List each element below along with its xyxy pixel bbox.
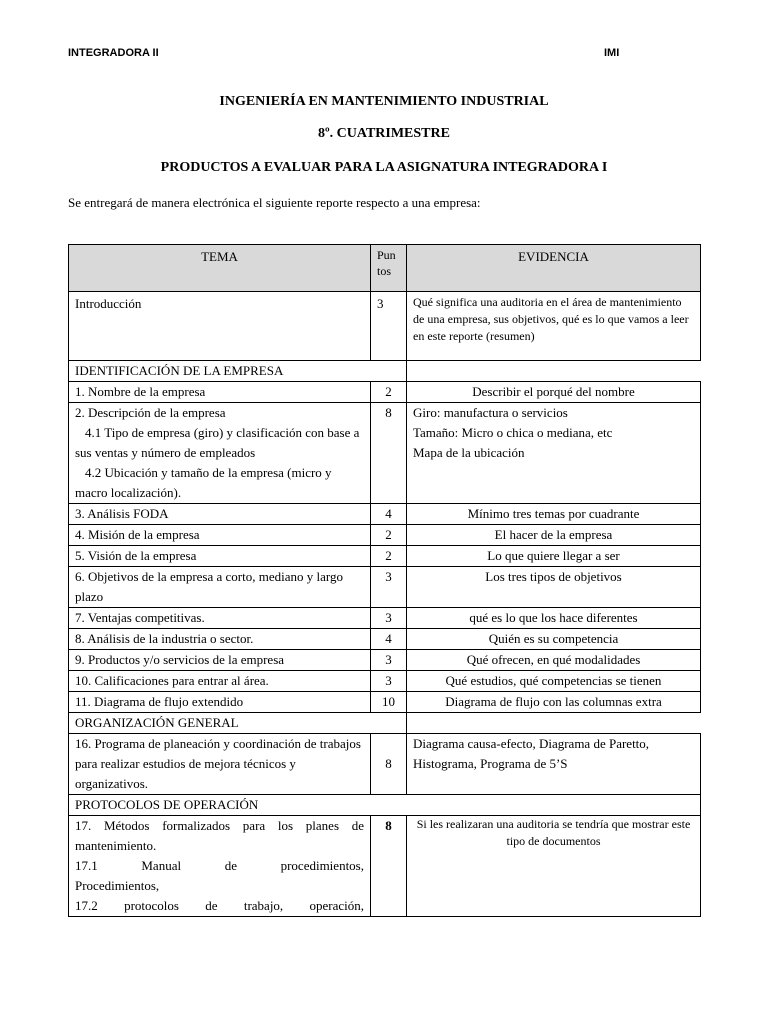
evaluation-table bbox=[68, 244, 701, 917]
section-title: IDENTIFICACIÓN DE LA EMPRESA bbox=[69, 361, 407, 382]
cell-evidencia: Qué ofrecen, en qué modalidades bbox=[407, 650, 701, 671]
cell-puntos: 10 bbox=[371, 692, 407, 713]
cell-puntos: 3 bbox=[371, 650, 407, 671]
cell-puntos: 2 bbox=[371, 382, 407, 403]
section-row bbox=[69, 795, 701, 816]
cell-tema bbox=[69, 403, 371, 504]
header-right: IMI bbox=[604, 47, 620, 59]
table-row bbox=[69, 734, 701, 795]
cell-tema: 4. Misión de la empresa bbox=[69, 525, 371, 546]
cell-puntos: 4 bbox=[371, 504, 407, 525]
table-row bbox=[69, 671, 701, 692]
header-left: INTEGRADORA II bbox=[68, 47, 159, 59]
tema-line: 4.1 Tipo de empresa (giro) y clasificación con base a sus ventas y número de empleados bbox=[75, 425, 360, 460]
cell-tema: 8. Análisis de la industria o sector. bbox=[69, 629, 371, 650]
cell-evidencia: Mínimo tres temas por cuadrante bbox=[407, 504, 701, 525]
table-row bbox=[69, 816, 701, 917]
cell-evidencia: Los tres tipos de objetivos bbox=[407, 567, 701, 608]
header-puntos: Pun tos bbox=[371, 245, 407, 292]
section-empty-cell bbox=[407, 361, 701, 382]
cell-puntos: 3 bbox=[371, 608, 407, 629]
cell-puntos: 2 bbox=[371, 525, 407, 546]
header-evidencia: EVIDENCIA bbox=[407, 245, 701, 292]
tema-line: 17.1 Manual de procedimientos, bbox=[75, 858, 364, 873]
cell-tema: Introducción bbox=[69, 292, 371, 361]
puntos-value: 8 bbox=[385, 756, 392, 771]
table-row bbox=[69, 546, 701, 567]
evidencia-line: Tamaño: Micro o chica o mediana, etc bbox=[413, 425, 613, 440]
header-tema: TEMA bbox=[69, 245, 371, 292]
cell-evidencia: Qué significa una auditoria en el área de mantenimiento de una empresa, sus objetivos, qué es lo que vamos a leer en este reporte (resumen) bbox=[407, 292, 701, 361]
title-line-1: INGENIERÍA EN MANTENIMIENTO INDUSTRIAL bbox=[219, 94, 549, 109]
cell-tema: 10. Calificaciones para entrar al área. bbox=[69, 671, 371, 692]
cell-puntos: 4 bbox=[371, 629, 407, 650]
cell-puntos: 3 bbox=[371, 292, 407, 361]
cell-tema: 5. Visión de la empresa bbox=[69, 546, 371, 567]
cell-evidencia: Diagrama causa-efecto, Diagrama de Paretto, Histograma, Programa de 5’S bbox=[407, 734, 701, 795]
table-row bbox=[69, 629, 701, 650]
tema-line: 17. Métodos formalizados para los planes de mantenimiento. bbox=[75, 818, 364, 853]
cell-evidencia: Quién es su competencia bbox=[407, 629, 701, 650]
cell-puntos: 3 bbox=[371, 671, 407, 692]
cell-tema: 11. Diagrama de flujo extendido bbox=[69, 692, 371, 713]
cell-evidencia: Si les realizaran una auditoria se tendría que mostrar este tipo de documentos bbox=[407, 816, 701, 917]
cell-puntos: 2 bbox=[371, 546, 407, 567]
table-row bbox=[69, 608, 701, 629]
table-row bbox=[69, 403, 701, 504]
section-title: PROTOCOLOS DE OPERACIÓN bbox=[69, 795, 701, 816]
cell-tema: 1. Nombre de la empresa bbox=[69, 382, 371, 403]
table-row bbox=[69, 692, 701, 713]
table-row bbox=[69, 292, 701, 361]
cell-evidencia: Qué estudios, qué competencias se tienen bbox=[407, 671, 701, 692]
cell-tema: 7. Ventajas competitivas. bbox=[69, 608, 371, 629]
intro-text: Se entregará de manera electrónica el siguiente reporte respecto a una empresa: bbox=[68, 195, 481, 210]
cell-tema: 6. Objetivos de la empresa a corto, mediano y largo plazo bbox=[69, 567, 371, 608]
tema-line: 17.2 protocolos de trabajo, operación, bbox=[75, 898, 364, 913]
cell-puntos bbox=[371, 734, 407, 795]
table-row bbox=[69, 504, 701, 525]
cell-evidencia: Diagrama de flujo con las columnas extra bbox=[407, 692, 701, 713]
cell-tema: 9. Productos y/o servicios de la empresa bbox=[69, 650, 371, 671]
tema-line: 2. Descripción de la empresa bbox=[75, 405, 226, 420]
cell-evidencia: Lo que quiere llegar a ser bbox=[407, 546, 701, 567]
table-row bbox=[69, 525, 701, 546]
tema-line: 4.2 Ubicación y tamaño de la empresa (micro y macro localización). bbox=[75, 465, 332, 500]
section-row bbox=[69, 361, 701, 382]
cell-puntos: 3 bbox=[371, 567, 407, 608]
table-row bbox=[69, 567, 701, 608]
cell-tema: 16. Programa de planeación y coordinación de trabajos para realizar estudios de mejora técnicos y organizativos. bbox=[69, 734, 371, 795]
table-row bbox=[69, 650, 701, 671]
section-title: ORGANIZACIÓN GENERAL bbox=[69, 713, 407, 734]
evidencia-line: Giro: manufactura o servicios bbox=[413, 405, 568, 420]
evidencia-line: Mapa de la ubicación bbox=[413, 445, 525, 460]
cell-tema bbox=[69, 816, 371, 917]
title-line-2: 8º. CUATRIMESTRE bbox=[318, 126, 450, 141]
title-line-3: PRODUCTOS A EVALUAR PARA LA ASIGNATURA INTEGRADORA I bbox=[160, 160, 608, 175]
section-row bbox=[69, 713, 701, 734]
cell-evidencia: El hacer de la empresa bbox=[407, 525, 701, 546]
table-header-row bbox=[69, 245, 701, 292]
tema-line: Procedimientos, bbox=[75, 878, 160, 893]
table-row bbox=[69, 382, 701, 403]
cell-puntos: 8 bbox=[371, 403, 407, 504]
section-empty-cell bbox=[407, 713, 701, 734]
cell-evidencia bbox=[407, 403, 701, 504]
cell-evidencia: Describir el porqué del nombre bbox=[407, 382, 701, 403]
cell-puntos: 8 bbox=[371, 816, 407, 917]
cell-tema: 3. Análisis FODA bbox=[69, 504, 371, 525]
cell-evidencia: qué es lo que los hace diferentes bbox=[407, 608, 701, 629]
